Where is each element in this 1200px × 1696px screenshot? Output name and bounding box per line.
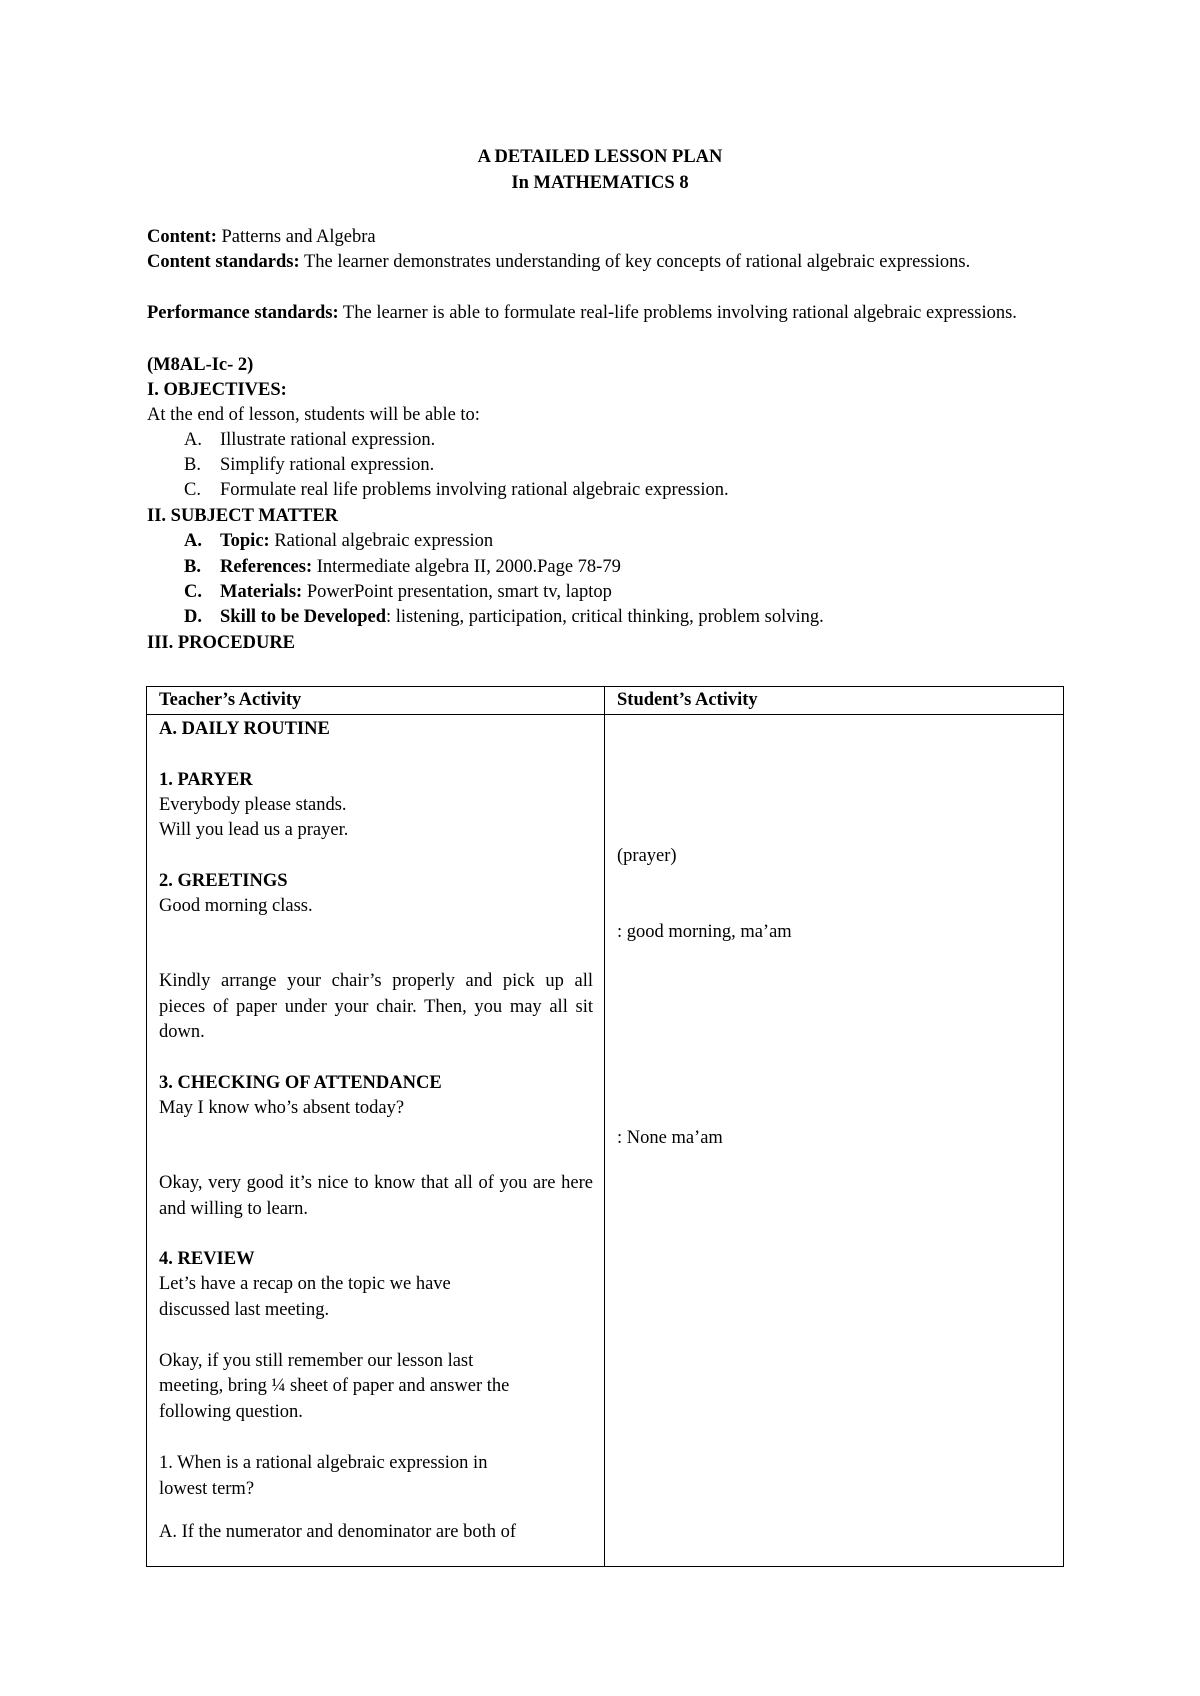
objective-text: Simplify rational expression. <box>220 455 435 475</box>
student-attendance-reply: : None ma’am <box>617 1128 723 1148</box>
subject-item <box>184 605 824 630</box>
subject-label: Materials: <box>220 582 303 602</box>
student-greeting-reply: : good morning, ma’am <box>617 922 792 942</box>
subject-label: Topic: <box>220 531 270 551</box>
remember-line: meeting, bring ¼ sheet of paper and answer the <box>159 1376 510 1396</box>
greetings-line: Good morning class. <box>159 896 313 916</box>
okay-text: Okay, very good it’s nice to know that all of you are here and willing to learn. <box>159 1173 593 1219</box>
subject-text: Rational algebraic expression <box>269 531 494 551</box>
performance-standards-value: The learner is able to formulate real-life problems involving rational algebraic expressions. <box>338 303 1017 323</box>
content-standards-value: The learner demonstrates understanding of key concepts of rational algebraic expressions. <box>299 252 971 272</box>
objective-marker: C. <box>184 480 201 500</box>
greetings-heading: 2. GREETINGS <box>159 871 288 891</box>
remember-line: Okay, if you still remember our lesson last <box>159 1351 474 1371</box>
student-column-header: Student’s Activity <box>617 690 758 710</box>
subject-marker: A. <box>184 531 202 551</box>
question-line: lowest term? <box>159 1479 255 1499</box>
objective-item <box>184 428 435 453</box>
arrange-chairs-text: Kindly arrange your chair’s properly and pick up all pieces of paper under your chair. Then, you may all sit down. <box>159 971 593 1042</box>
subject-label: References: <box>220 557 313 577</box>
student-activity-cell <box>605 715 1064 1567</box>
content-line <box>147 225 376 250</box>
attendance-heading: 3. CHECKING OF ATTENDANCE <box>159 1073 442 1093</box>
subject-item <box>184 529 493 554</box>
performance-standards-label: Performance standards: <box>147 303 339 323</box>
review-line: Let’s have a recap on the topic we have <box>159 1274 451 1294</box>
question-line: 1. When is a rational algebraic expression in <box>159 1453 488 1473</box>
content-label: Content: <box>147 227 217 247</box>
content-value: Patterns and Algebra <box>216 227 376 247</box>
teacher-column-header-cell <box>147 687 605 715</box>
attendance-line: May I know who’s absent today? <box>159 1098 405 1118</box>
objective-item <box>184 478 729 503</box>
answer-option-a: A. If the numerator and denominator are both of <box>159 1522 517 1542</box>
procedure-body-row <box>147 715 1064 1567</box>
document-title: A DETAILED LESSON PLAN <box>477 147 723 167</box>
subject-marker: D. <box>184 607 202 627</box>
subject-item <box>184 580 612 605</box>
review-line: discussed last meeting. <box>159 1300 330 1320</box>
subject-text: PowerPoint presentation, smart tv, laptop <box>302 582 612 602</box>
objective-text: Formulate real life problems involving rational algebraic expression. <box>220 480 729 500</box>
teacher-activity-cell <box>147 715 605 1567</box>
remember-line: following question. <box>159 1402 303 1422</box>
daily-routine-heading: A. DAILY ROUTINE <box>159 719 330 739</box>
content-standards <box>147 250 1062 275</box>
procedure-heading: III. PROCEDURE <box>147 633 296 653</box>
objective-text: Illustrate rational expression. <box>220 430 436 450</box>
subject-text: : listening, participation, critical thinking, problem solving. <box>386 607 824 627</box>
prayer-line: Will you lead us a prayer. <box>159 820 349 840</box>
student-column-header-cell <box>605 687 1064 715</box>
subject-marker: B. <box>184 557 201 577</box>
subject-label: Skill to be Developed <box>220 607 386 627</box>
prayer-line: Everybody please stands. <box>159 795 347 815</box>
student-prayer: (prayer) <box>617 846 677 866</box>
review-heading: 4. REVIEW <box>159 1249 255 1269</box>
competency-code: (M8AL-Ic- 2) <box>147 355 254 375</box>
subject-item <box>184 555 621 580</box>
prayer-heading: 1. PARYER <box>159 770 253 790</box>
subject-matter-heading: II. SUBJECT MATTER <box>147 506 339 526</box>
objective-marker: A. <box>184 430 202 450</box>
content-standards-label: Content standards: <box>147 252 300 272</box>
document-subtitle: In MATHEMATICS 8 <box>511 173 689 193</box>
objective-item <box>184 453 434 478</box>
performance-standards <box>147 301 1062 326</box>
subject-text: Intermediate algebra II, 2000.Page 78-79 <box>312 557 621 577</box>
objectives-intro: At the end of lesson, students will be able to: <box>147 405 480 425</box>
procedure-table <box>146 686 1064 1567</box>
objectives-heading: I. OBJECTIVES: <box>147 380 287 400</box>
subject-marker: C. <box>184 582 202 602</box>
teacher-column-header: Teacher’s Activity <box>159 690 302 710</box>
procedure-header-row <box>147 687 1064 715</box>
objective-marker: B. <box>184 455 201 475</box>
